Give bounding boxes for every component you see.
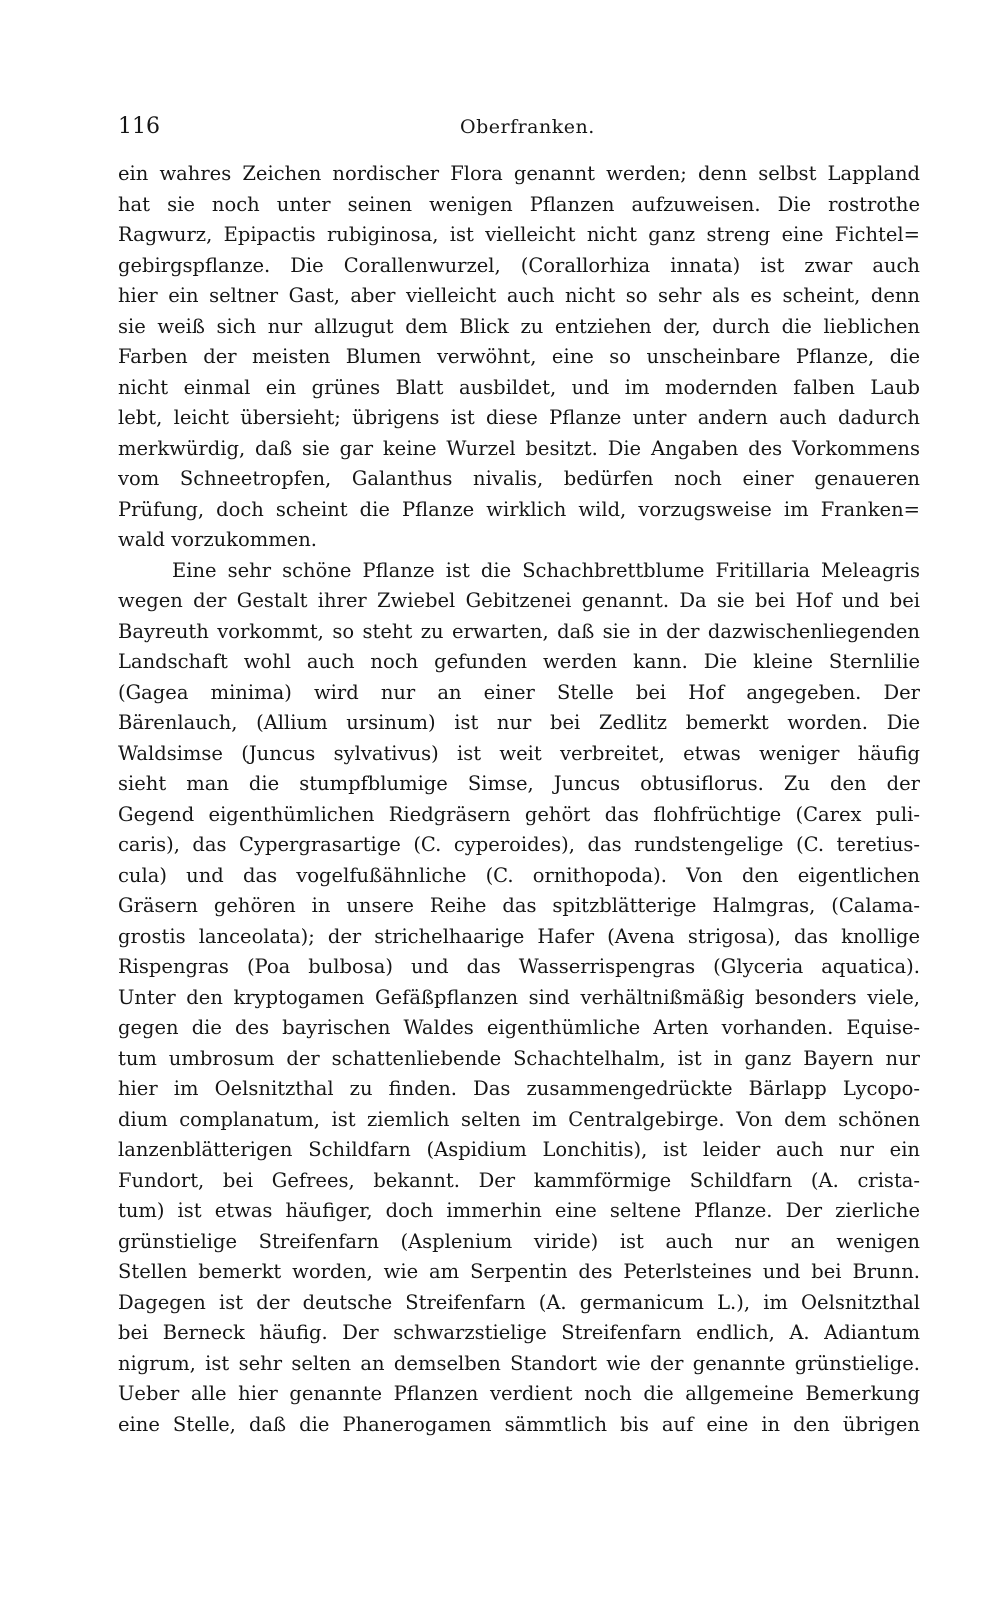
text-line: gebirgspflanze. Die Corallenwurzel, (Corallorhiza innata) ist zwar auch [118,253,920,277]
text-line: hat sie noch unter seinen wenigen Pflanzen aufzuweisen. Die rostrothe [118,192,920,216]
paragraph-start-line: Eine sehr schöne Pflanze ist die Schachbrettblume Fritillaria Meleagris [172,558,920,582]
text-line: hier im Oelsnitzthal zu finden. Das zusammengedrückte Bärlapp Lycopo- [118,1077,920,1100]
text-line: sieht man die stumpfblumige Simse, Juncus obtusiflorus. Zu den der [118,772,920,795]
text-line: Ueber alle hier genannte Pflanzen verdient noch die allgemeine Bemerkung [118,1382,920,1405]
text-line: Stellen bemerkt worden, wie am Serpentin des Peterlsteines und bei Brunn. [118,1260,920,1283]
text-line: Fundort, bei Gefrees, bekannt. Der kammförmige Schildfarn (A. crista- [118,1168,920,1192]
text-line: Dagegen ist der deutsche Streifenfarn (A. germanicum L.), im Oelsnitzthal [118,1290,920,1314]
text-line: tum) ist etwas häufiger, doch immerhin eine seltene Pflanze. Der zierliche [118,1199,920,1222]
page-header [118,110,920,144]
text-line: wegen der Gestalt ihrer Zwiebel Gebitzenei genannt. Da sie bei Hof und bei [118,589,920,612]
text-line: ein wahres Zeichen nordischer Flora genannt werden; denn selbst Lappland [118,162,920,185]
text-line: Rispengras (Poa bulbosa) und das Wasserrispengras (Glyceria aquatica). [118,955,920,978]
text-line: Gegend eigenthümlichen Riedgräsern gehört das flohfrüchtige (Carex puli- [118,802,920,826]
text-line: Waldsimse (Juncus sylvativus) ist weit verbreitet, etwas weniger häufig [118,741,920,765]
running-head: Oberfranken. [460,116,595,138]
text-line: Prüfung, doch scheint die Pflanze wirklich wild, vorzugsweise im Franken= [118,497,920,521]
text-line: merkwürdig, daß sie gar keine Wurzel besitzt. Die Angaben des Vorkommens [118,436,920,460]
text-line: Unter den kryptogamen Gefäßpflanzen sind verhältnißmäßig besonders viele, [118,985,920,1009]
text-line: eine Stelle, daß die Phanerogamen sämmtlich bis auf eine in den übrigen [118,1412,920,1436]
text-line: bei Berneck häufig. Der schwarzstielige Streifenfarn endlich, A. Adiantum [118,1321,920,1344]
body-text [118,159,920,1440]
text-line: cula) und das vogelfußähnliche (C. ornithopoda). Von den eigentlichen [118,863,920,887]
text-line: lanzenblätterigen Schildfarn (Aspidium Lonchitis), ist leider auch nur ein [118,1138,920,1161]
text-line: Ragwurz, Epipactis rubiginosa, ist vielleicht nicht ganz streng eine Fichtel= [118,223,920,246]
text-line: dium complanatum, ist ziemlich selten im Centralgebirge. Von dem schönen [118,1107,920,1131]
text-line: gegen die des bayrischen Waldes eigenthümliche Arten vorhanden. Equise- [118,1016,920,1039]
text-line: grünstielige Streifenfarn (Asplenium viride) ist auch nur an wenigen [118,1229,920,1253]
text-line: wald vorzukommen. [118,528,317,551]
text-line: Bayreuth vorkommt, so steht zu erwarten, daß sie in der dazwischenliegenden [118,619,920,643]
text-line: tum umbrosum der schattenliebende Schachtelhalm, ist in ganz Bayern nur [118,1046,920,1070]
text-line: caris), das Cypergrasartige (C. cyperoides), das rundstengelige (C. teretius- [118,833,920,856]
page-number: 116 [118,114,160,139]
text-line: Landschaft wohl auch noch gefunden werden kann. Die kleine Sternlilie [118,650,920,673]
text-line: nicht einmal ein grünes Blatt ausbildet, und im modernden falben Laub [118,375,920,399]
text-line: (Gagea minima) wird nur an einer Stelle bei Hof angegeben. Der [118,680,920,704]
text-line: Gräsern gehören in unsere Reihe das spitzblätterige Halmgras, (Calama- [118,894,920,917]
text-line: sie weiß sich nur allzugut dem Blick zu entziehen der, durch die lieblichen [118,314,920,338]
text-line: Bärenlauch, (Allium ursinum) ist nur bei Zedlitz bemerkt worden. Die [118,711,920,734]
text-line: Farben der meisten Blumen verwöhnt, eine so unscheinbare Pflanze, die [118,345,920,368]
text-line: hier ein seltner Gast, aber vielleicht auch nicht so sehr als es scheint, denn [118,284,920,307]
text-line: grostis lanceolata); der strichelhaarige Hafer (Avena strigosa), das knollige [118,924,920,948]
text-line: nigrum, ist sehr selten an demselben Standort wie der genannte grünstielige. [118,1351,920,1375]
text-line: vom Schneetropfen, Galanthus nivalis, bedürfen noch einer genaueren [118,467,920,490]
text-line: lebt, leicht übersieht; übrigens ist diese Pflanze unter andern auch dadurch [118,406,920,429]
